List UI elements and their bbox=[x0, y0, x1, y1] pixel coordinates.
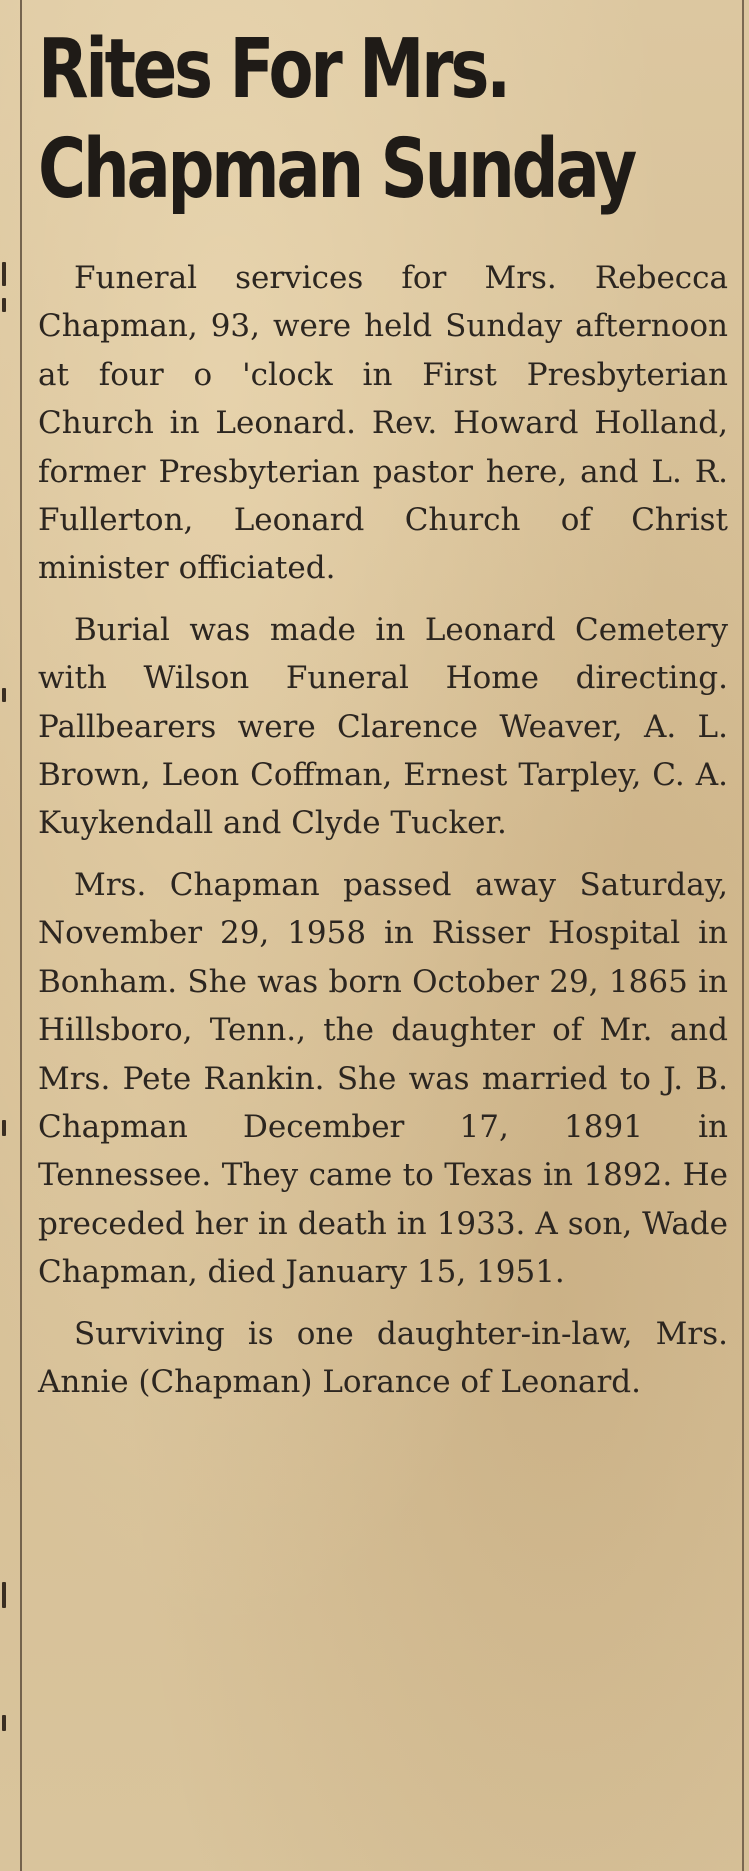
paragraph-text: Mrs. Chapman passed away Saturday, November 29, 1958 in Risser Hospital in Bonham. She was born October 29, 1865 in Hillsboro, Tenn., the daughter of Mr. and Mrs. Pete Rankin. She was married to J. B. Chapman December 17, 1891 in Tennessee. They came to Texas in 1892. He preceded her in death in 1933. A son, Wade Chapman, died January 15, 1951. bbox=[38, 866, 728, 1291]
column-rule-right bbox=[742, 0, 744, 1871]
paragraph-text: Burial was made in Leonard Cemetery with Wilson Funeral Home directing. Pallbearers were Clarence Weaver, A. L. Brown, Leon Coffman, Ernest Tarpley, C. A. Kuykendall and Clyde Tucker. bbox=[38, 611, 728, 842]
edge-mark bbox=[2, 262, 6, 286]
edge-mark bbox=[2, 1120, 6, 1136]
obituary-article bbox=[38, 20, 728, 1406]
paragraph-services bbox=[38, 254, 728, 593]
paragraph-biography bbox=[38, 861, 728, 1297]
edge-mark bbox=[2, 298, 6, 312]
edge-mark bbox=[2, 1715, 6, 1731]
paragraph-survivors bbox=[38, 1310, 728, 1407]
edge-mark bbox=[2, 1582, 6, 1608]
paragraph-burial bbox=[38, 606, 728, 848]
headline: Rites For Mrs. Chapman Sunday bbox=[38, 22, 635, 217]
column-rule-left bbox=[20, 0, 22, 1871]
paragraph-text: Surviving is one daughter-in-law, Mrs. Annie (Chapman) Lorance of Leonard. bbox=[38, 1315, 728, 1400]
edge-mark bbox=[2, 688, 6, 702]
paragraph-text: Funeral services for Mrs. Rebecca Chapman, 93, were held Sunday afternoon at four o 'clock in First Presbyterian Church in Leonard. Rev. Howard Holland, former Presbyterian pastor here, and L. R. Fullerton, Leonard Church of Christ minister officiated. bbox=[38, 260, 728, 587]
